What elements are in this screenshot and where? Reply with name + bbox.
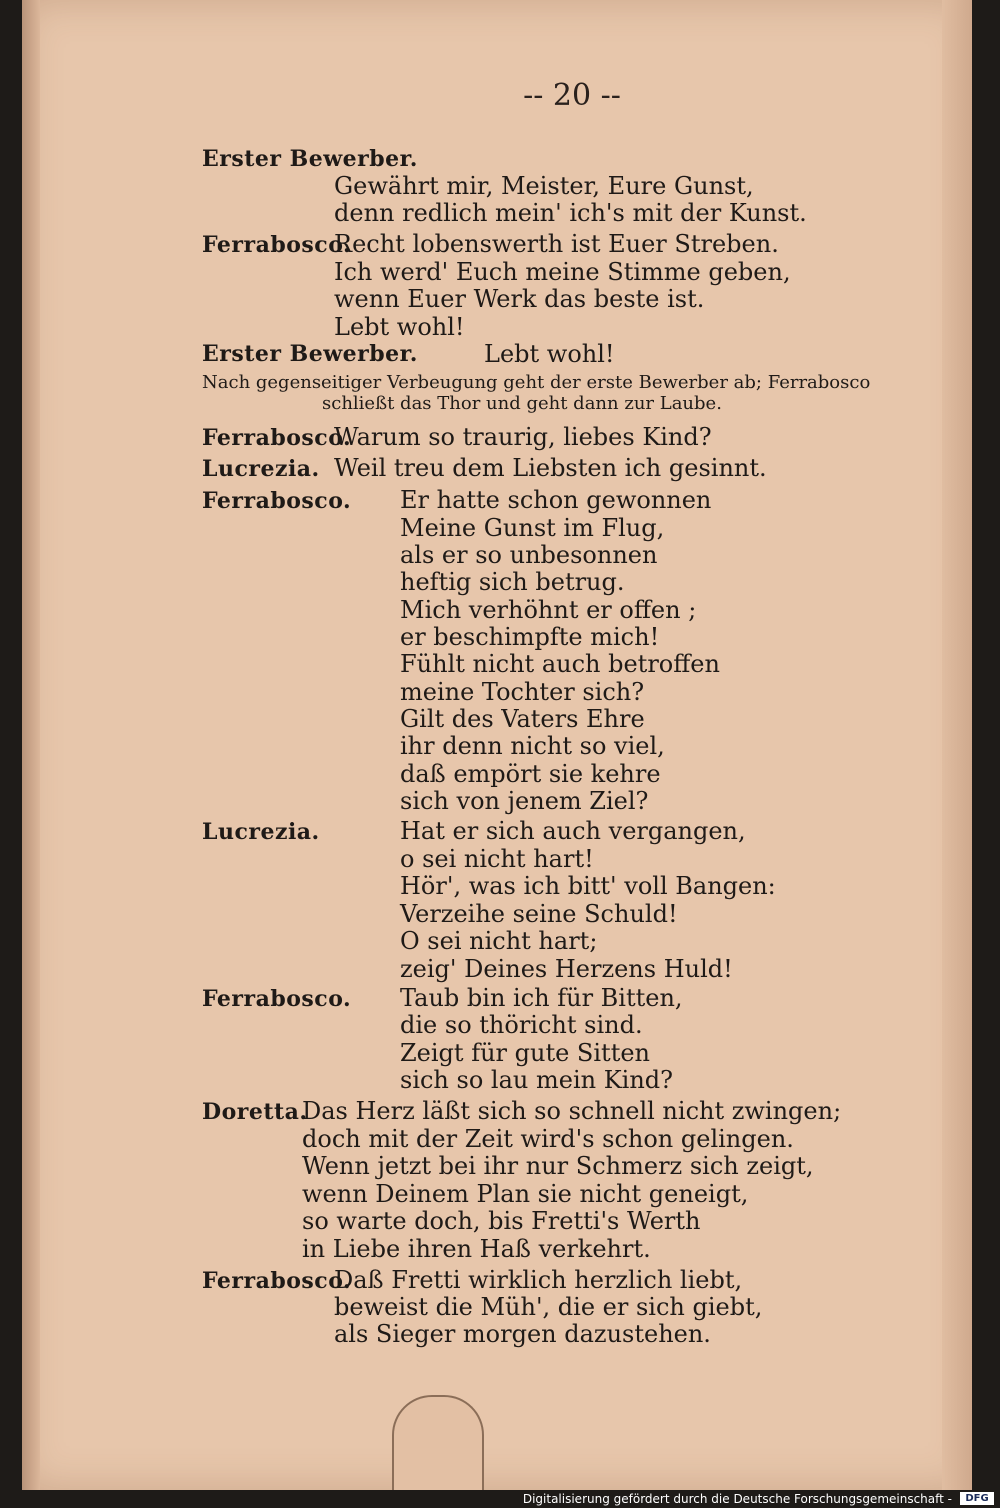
book-page <box>22 0 972 1490</box>
speaker-label: Ferrabosco. <box>202 1268 352 1294</box>
speaker-label: Erster Bewerber. <box>202 146 418 172</box>
verse-line: sich von jenem Ziel? <box>400 787 649 815</box>
verse-line: o sei nicht hart! <box>400 845 594 873</box>
verse-line: die so thöricht sind. <box>400 1011 643 1039</box>
verse-line: meine Tochter sich? <box>400 678 645 706</box>
stage-direction: Nach gegenseitiger Verbeugung geht der erste Bewerber ab; Ferrabosco <box>202 372 871 393</box>
verse-line: Weil treu dem Liebsten ich gesinnt. <box>334 454 767 482</box>
verse-line: doch mit der Zeit wird's schon gelingen. <box>302 1125 794 1153</box>
verse-line: zeig' Deines Herzens Huld! <box>400 955 733 983</box>
verse-line: Das Herz läßt sich so schnell nicht zwingen; <box>302 1097 842 1125</box>
verse-line: O sei nicht hart; <box>400 927 598 955</box>
verse-line: beweist die Müh', die er sich giebt, <box>334 1293 763 1321</box>
verse-line: Verzeihe seine Schuld! <box>400 900 678 928</box>
verse-line: Wenn jetzt bei ihr nur Schmerz sich zeigt, <box>302 1152 814 1180</box>
speaker-label: Ferrabosco. <box>202 425 352 451</box>
verse-line: Recht lobenswerth ist Euer Streben. <box>334 230 779 258</box>
verse-line: Fühlt nicht auch betroffen <box>400 650 720 678</box>
verse-line: Daß Fretti wirklich herzlich liebt, <box>334 1266 743 1294</box>
verse-line: Warum so traurig, liebes Kind? <box>334 423 712 451</box>
verse-line: Hör', was ich bitt' voll Bangen: <box>400 872 776 900</box>
verse-line: Lebt wohl! <box>334 313 465 341</box>
stage-direction: schließt das Thor und geht dann zur Laube. <box>322 393 722 414</box>
verse-line: denn redlich mein' ich's mit der Kunst. <box>334 199 807 227</box>
verse-line: Gilt des Vaters Ehre <box>400 705 645 733</box>
verse-line: heftig sich betrug. <box>400 568 625 596</box>
verse-line: Zeigt für gute Sitten <box>400 1039 650 1067</box>
verse-line: sich so lau mein Kind? <box>400 1066 673 1094</box>
dfg-logo: DFG <box>960 1492 994 1505</box>
verse-line: ihr denn nicht so viel, <box>400 732 665 760</box>
speaker-label: Ferrabosco. <box>202 488 352 514</box>
verse-line: Mich verhöhnt er offen ; <box>400 596 697 624</box>
funding-notice: Digitalisierung gefördert durch die Deutsche Forschungsgemeinschaft - <box>522 1492 952 1506</box>
verse-line: Hat er sich auch vergangen, <box>400 817 746 845</box>
page-clip-tab <box>392 1395 484 1490</box>
verse-line: als Sieger morgen dazustehen. <box>334 1320 711 1348</box>
verse-line: Lebt wohl! <box>484 340 615 368</box>
verse-line: er beschimpfte mich! <box>400 623 660 651</box>
verse-line: Meine Gunst im Flug, <box>400 514 665 542</box>
speaker-label: Erster Bewerber. <box>202 341 418 367</box>
speaker-label: Ferrabosco. <box>202 986 352 1012</box>
verse-line: wenn Euer Werk das beste ist. <box>334 285 705 313</box>
verse-line: in Liebe ihren Haß verkehrt. <box>302 1235 651 1263</box>
speaker-label: Lucrezia. <box>202 819 320 845</box>
speaker-label: Ferrabosco. <box>202 232 352 258</box>
verse-line: so warte doch, bis Fretti's Werth <box>302 1207 701 1235</box>
verse-line: Ich werd' Euch meine Stimme geben, <box>334 258 791 286</box>
verse-line: wenn Deinem Plan sie nicht geneigt, <box>302 1180 749 1208</box>
verse-line: daß empört sie kehre <box>400 760 661 788</box>
verse-line: Gewährt mir, Meister, Eure Gunst, <box>334 172 754 200</box>
verse-line: als er so unbesonnen <box>400 541 658 569</box>
page-number: -- 20 -- <box>523 78 621 113</box>
speaker-label: Doretta. <box>202 1099 308 1125</box>
speaker-label: Lucrezia. <box>202 456 320 482</box>
verse-line: Er hatte schon gewonnen <box>400 486 712 514</box>
verse-line: Taub bin ich für Bitten, <box>400 984 683 1012</box>
